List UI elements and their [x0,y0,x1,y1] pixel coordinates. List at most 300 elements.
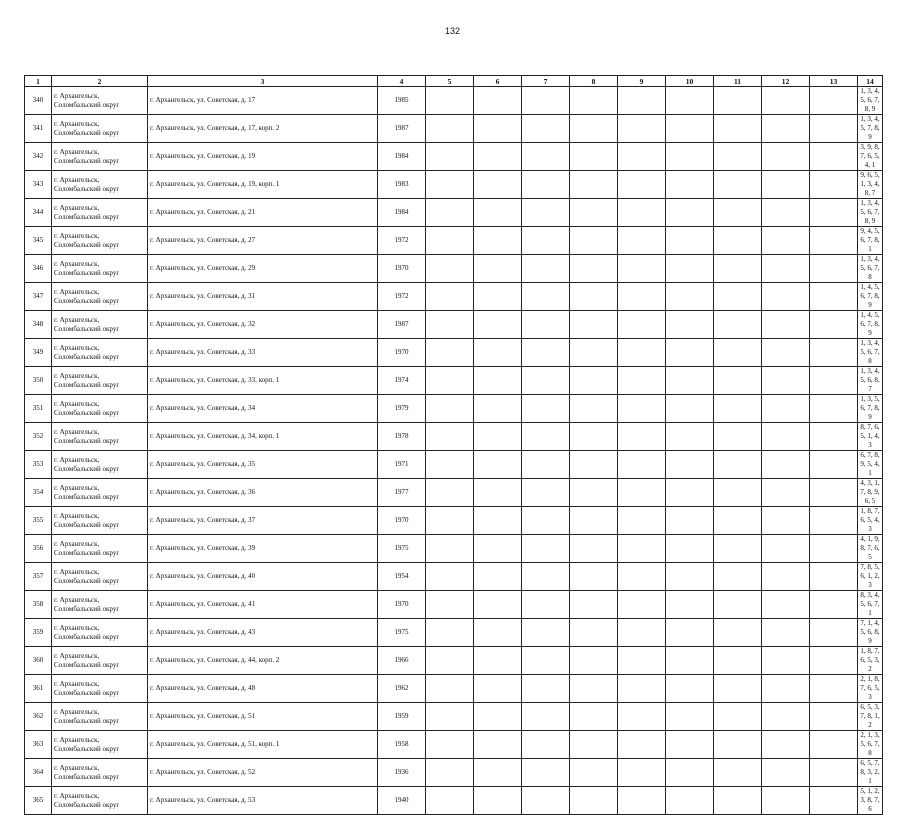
year-cell: 1977 [378,479,426,507]
empty-cell-col-11 [714,87,762,115]
address-cell: г. Архангельск, ул. Советская, д. 27 [148,227,378,255]
empty-cell-col-7 [522,87,570,115]
empty-cell-col-11 [714,451,762,479]
empty-cell-col-6 [474,115,522,143]
locality-district: Соломбальский округ [54,492,120,501]
table-row [25,395,883,423]
empty-cell-col-8 [570,283,618,311]
empty-cell-col-11 [714,395,762,423]
address-cell: г. Архангельск, ул. Советская, д. 17 [148,87,378,115]
year-cell: 1985 [378,87,426,115]
empty-cell-col-5 [426,591,474,619]
locality-city: г. Архангельск, [54,203,100,212]
empty-cell-col-8 [570,675,618,703]
empty-cell-col-12 [762,591,810,619]
locality-cell [52,311,148,339]
empty-cell-col-8 [570,143,618,171]
locality-cell [52,731,148,759]
empty-cell-col-8 [570,395,618,423]
codes-cell: 1, 3, 4, 5, 6, 7, 8 [858,255,883,283]
empty-cell-col-11 [714,647,762,675]
row-number-cell: 345 [25,227,52,255]
address-cell: г. Архангельск, ул. Советская, д. 40 [148,563,378,591]
empty-cell-col-8 [570,199,618,227]
empty-cell-col-12 [762,283,810,311]
empty-cell-col-5 [426,479,474,507]
row-number-cell: 353 [25,451,52,479]
column-header-12: 12 [762,76,810,87]
row-number-cell: 356 [25,535,52,563]
empty-cell-col-13 [810,115,858,143]
address-cell: г. Архангельск, ул. Советская, д. 33 [148,339,378,367]
locality-district: Соломбальский округ [54,324,120,333]
row-number-cell: 348 [25,311,52,339]
empty-cell-col-11 [714,171,762,199]
locality-city: г. Архангельск, [54,651,100,660]
codes-cell: 1, 8, 7, 6, 5, 4, 3 [858,507,883,535]
locality-city: г. Архангельск, [54,511,100,520]
column-header-6: 6 [474,76,522,87]
empty-cell-col-13 [810,647,858,675]
empty-cell-col-12 [762,339,810,367]
row-number-cell: 341 [25,115,52,143]
table-row [25,535,883,563]
empty-cell-col-7 [522,227,570,255]
locality-cell [52,283,148,311]
empty-cell-col-12 [762,451,810,479]
empty-cell-col-12 [762,255,810,283]
empty-cell-col-6 [474,199,522,227]
empty-cell-col-8 [570,479,618,507]
table-row [25,591,883,619]
year-cell: 1975 [378,535,426,563]
address-cell: г. Архангельск, ул. Советская, д. 36 [148,479,378,507]
empty-cell-col-12 [762,171,810,199]
empty-cell-col-9 [618,255,666,283]
empty-cell-col-9 [618,535,666,563]
empty-cell-col-8 [570,171,618,199]
empty-cell-col-10 [666,227,714,255]
address-cell: г. Архангельск, ул. Советская, д. 51 [148,703,378,731]
empty-cell-col-10 [666,507,714,535]
year-cell: 1970 [378,339,426,367]
empty-cell-col-6 [474,227,522,255]
address-cell: г. Архангельск, ул. Советская, д. 51, корп. 1 [148,731,378,759]
empty-cell-col-9 [618,451,666,479]
row-number-cell: 349 [25,339,52,367]
empty-cell-col-11 [714,535,762,563]
codes-cell: 4, 3, 1, 7, 8, 9, 6, 5 [858,479,883,507]
empty-cell-col-12 [762,759,810,787]
table-row [25,731,883,759]
address-cell: г. Архангельск, ул. Советская, д. 34, корп. 1 [148,423,378,451]
empty-cell-col-9 [618,591,666,619]
locality-cell [52,395,148,423]
year-cell: 1979 [378,395,426,423]
empty-cell-col-12 [762,199,810,227]
codes-cell: 2, 1, 8, 7, 6, 5, 3 [858,675,883,703]
empty-cell-col-7 [522,591,570,619]
year-cell: 1970 [378,255,426,283]
empty-cell-col-13 [810,395,858,423]
address-cell: г. Архангельск, ул. Советская, д. 52 [148,759,378,787]
column-header-3: 3 [148,76,378,87]
empty-cell-col-8 [570,367,618,395]
empty-cell-col-5 [426,535,474,563]
codes-cell: 1, 3, 5, 6, 7, 8, 9 [858,395,883,423]
empty-cell-col-11 [714,787,762,815]
year-cell: 1975 [378,619,426,647]
address-cell: г. Архангельск, ул. Советская, д. 43 [148,619,378,647]
empty-cell-col-7 [522,339,570,367]
empty-cell-col-5 [426,619,474,647]
row-number-cell: 361 [25,675,52,703]
empty-cell-col-11 [714,563,762,591]
row-number-cell: 342 [25,143,52,171]
empty-cell-col-5 [426,647,474,675]
locality-city: г. Архангельск, [54,623,100,632]
empty-cell-col-9 [618,619,666,647]
locality-cell [52,451,148,479]
codes-cell: 1, 3, 4, 5, 6, 7, 8, 9 [858,199,883,227]
empty-cell-col-13 [810,507,858,535]
empty-cell-col-5 [426,731,474,759]
row-number-cell: 360 [25,647,52,675]
empty-cell-col-9 [618,87,666,115]
empty-cell-col-13 [810,423,858,451]
empty-cell-col-12 [762,535,810,563]
locality-city: г. Архангельск, [54,595,100,604]
address-cell: г. Архангельск, ул. Советская, д. 19, корп. 1 [148,171,378,199]
empty-cell-col-12 [762,479,810,507]
empty-cell-col-9 [618,395,666,423]
empty-cell-col-5 [426,423,474,451]
locality-district: Соломбальский округ [54,632,120,641]
locality-cell [52,227,148,255]
locality-city: г. Архангельск, [54,259,100,268]
empty-cell-col-5 [426,395,474,423]
empty-cell-col-5 [426,143,474,171]
address-cell: г. Архангельск, ул. Советская, д. 19 [148,143,378,171]
empty-cell-col-9 [618,283,666,311]
empty-cell-col-13 [810,367,858,395]
locality-district: Соломбальский округ [54,212,120,221]
empty-cell-col-7 [522,367,570,395]
empty-cell-col-13 [810,675,858,703]
table-row [25,759,883,787]
empty-cell-col-8 [570,311,618,339]
row-number-cell: 365 [25,787,52,815]
empty-cell-col-11 [714,619,762,647]
empty-cell-col-6 [474,507,522,535]
empty-cell-col-11 [714,423,762,451]
locality-cell [52,591,148,619]
empty-cell-col-6 [474,87,522,115]
empty-cell-col-6 [474,395,522,423]
column-header-2: 2 [52,76,148,87]
column-header-11: 11 [714,76,762,87]
codes-cell: 7, 8, 5, 6, 1, 2, 3 [858,563,883,591]
empty-cell-col-9 [618,423,666,451]
locality-city: г. Архангельск, [54,427,100,436]
locality-cell [52,255,148,283]
empty-cell-col-6 [474,255,522,283]
row-number-cell: 363 [25,731,52,759]
locality-city: г. Архангельск, [54,315,100,324]
year-cell: 1966 [378,647,426,675]
locality-cell [52,535,148,563]
empty-cell-col-10 [666,759,714,787]
empty-cell-col-11 [714,143,762,171]
empty-cell-col-11 [714,759,762,787]
locality-district: Соломбальский округ [54,772,120,781]
empty-cell-col-6 [474,703,522,731]
empty-cell-col-13 [810,311,858,339]
empty-cell-col-10 [666,563,714,591]
codes-cell: 2, 1, 3, 5, 6, 7, 8 [858,731,883,759]
empty-cell-col-8 [570,563,618,591]
empty-cell-col-6 [474,367,522,395]
year-cell: 1984 [378,143,426,171]
locality-district: Соломбальский округ [54,268,120,277]
locality-district: Соломбальский округ [54,352,120,361]
year-cell: 1936 [378,759,426,787]
address-cell: г. Архангельск, ул. Советская, д. 17, корп. 2 [148,115,378,143]
empty-cell-col-10 [666,647,714,675]
column-header-1: 1 [25,76,52,87]
year-cell: 1971 [378,451,426,479]
address-cell: г. Архангельск, ул. Советская, д. 34 [148,395,378,423]
empty-cell-col-6 [474,171,522,199]
empty-cell-col-6 [474,479,522,507]
empty-cell-col-11 [714,283,762,311]
table-row [25,423,883,451]
empty-cell-col-9 [618,731,666,759]
empty-cell-col-12 [762,619,810,647]
empty-cell-col-6 [474,339,522,367]
empty-cell-col-9 [618,115,666,143]
address-cell: г. Архангельск, ул. Советская, д. 41 [148,591,378,619]
locality-cell [52,759,148,787]
locality-district: Соломбальский округ [54,408,120,417]
column-header-13: 13 [810,76,858,87]
empty-cell-col-10 [666,619,714,647]
codes-cell: 9, 6, 5, 1, 3, 4, 8, 7 [858,171,883,199]
empty-cell-col-9 [618,143,666,171]
empty-cell-col-12 [762,115,810,143]
empty-cell-col-8 [570,423,618,451]
row-number-cell: 351 [25,395,52,423]
empty-cell-col-6 [474,283,522,311]
empty-cell-col-11 [714,591,762,619]
year-cell: 1972 [378,283,426,311]
empty-cell-col-12 [762,703,810,731]
empty-cell-col-9 [618,479,666,507]
codes-cell: 8, 7, 6, 5, 1, 4, 3 [858,423,883,451]
locality-district: Соломбальский округ [54,548,120,557]
empty-cell-col-13 [810,451,858,479]
empty-cell-col-6 [474,759,522,787]
empty-cell-col-7 [522,731,570,759]
locality-cell [52,199,148,227]
row-number-cell: 358 [25,591,52,619]
empty-cell-col-12 [762,647,810,675]
row-number-cell: 346 [25,255,52,283]
empty-cell-col-13 [810,591,858,619]
address-cell: г. Архангельск, ул. Советская, д. 44, корп. 2 [148,647,378,675]
empty-cell-col-10 [666,703,714,731]
empty-cell-col-6 [474,311,522,339]
year-cell: 1940 [378,787,426,815]
page-number: 132 [444,26,461,36]
address-cell: г. Архангельск, ул. Советская, д. 32 [148,311,378,339]
empty-cell-col-10 [666,115,714,143]
year-cell: 1958 [378,731,426,759]
table-row [25,479,883,507]
address-cell: г. Архангельск, ул. Советская, д. 37 [148,507,378,535]
empty-cell-col-10 [666,171,714,199]
locality-city: г. Архангельск, [54,147,100,156]
empty-cell-col-7 [522,171,570,199]
table-row [25,619,883,647]
locality-city: г. Архангельск, [54,791,100,800]
empty-cell-col-7 [522,199,570,227]
locality-city: г. Архангельск, [54,231,100,240]
codes-cell: 4, 1, 9, 8, 7, 6, 5 [858,535,883,563]
empty-cell-col-8 [570,759,618,787]
locality-cell [52,647,148,675]
codes-cell: 6, 5, 3, 7, 8, 1, 2 [858,703,883,731]
column-header-9: 9 [618,76,666,87]
locality-district: Соломбальский округ [54,660,120,669]
empty-cell-col-6 [474,787,522,815]
empty-cell-col-5 [426,311,474,339]
codes-cell: 1, 4, 5, 6, 7, 8, 9 [858,283,883,311]
empty-cell-col-7 [522,115,570,143]
empty-cell-col-7 [522,787,570,815]
row-number-cell: 357 [25,563,52,591]
locality-city: г. Архангельск, [54,567,100,576]
empty-cell-col-10 [666,535,714,563]
row-number-cell: 354 [25,479,52,507]
empty-cell-col-13 [810,339,858,367]
empty-cell-col-12 [762,731,810,759]
empty-cell-col-13 [810,535,858,563]
locality-district: Соломбальский округ [54,100,120,109]
empty-cell-col-8 [570,619,618,647]
empty-cell-col-12 [762,563,810,591]
locality-cell [52,87,148,115]
column-header-5: 5 [426,76,474,87]
empty-cell-col-9 [618,171,666,199]
empty-cell-col-7 [522,675,570,703]
locality-cell [52,339,148,367]
empty-cell-col-12 [762,143,810,171]
empty-cell-col-7 [522,423,570,451]
empty-cell-col-5 [426,199,474,227]
codes-cell: 1, 3, 4, 5, 6, 7, 8 [858,339,883,367]
year-cell: 1978 [378,423,426,451]
table-row [25,227,883,255]
table-row [25,255,883,283]
empty-cell-col-8 [570,787,618,815]
empty-cell-col-7 [522,255,570,283]
row-number-cell: 355 [25,507,52,535]
year-cell: 1984 [378,199,426,227]
empty-cell-col-10 [666,283,714,311]
locality-city: г. Архангельск, [54,679,100,688]
empty-cell-col-9 [618,199,666,227]
empty-cell-col-7 [522,451,570,479]
empty-cell-col-5 [426,451,474,479]
table-row [25,703,883,731]
address-cell: г. Архангельск, ул. Советская, д. 39 [148,535,378,563]
year-cell: 1974 [378,367,426,395]
empty-cell-col-7 [522,311,570,339]
empty-cell-col-13 [810,227,858,255]
locality-city: г. Архангельск, [54,763,100,772]
locality-city: г. Архангельск, [54,119,100,128]
empty-cell-col-6 [474,647,522,675]
locality-district: Соломбальский округ [54,128,120,137]
locality-district: Соломбальский округ [54,688,120,697]
table-row [25,451,883,479]
locality-cell [52,619,148,647]
column-header-7: 7 [522,76,570,87]
empty-cell-col-9 [618,675,666,703]
empty-cell-col-12 [762,395,810,423]
empty-cell-col-11 [714,115,762,143]
codes-cell: 3, 9, 8, 7, 6, 5, 4, 1 [858,143,883,171]
column-header-4: 4 [378,76,426,87]
empty-cell-col-11 [714,227,762,255]
empty-cell-col-6 [474,563,522,591]
empty-cell-col-8 [570,703,618,731]
year-cell: 1987 [378,311,426,339]
empty-cell-col-13 [810,563,858,591]
locality-city: г. Архангельск, [54,483,100,492]
empty-cell-col-10 [666,479,714,507]
locality-cell [52,787,148,815]
locality-district: Соломбальский округ [54,184,120,193]
codes-cell: 1, 3, 4, 5, 7, 8, 9 [858,115,883,143]
locality-city: г. Архангельск, [54,539,100,548]
empty-cell-col-10 [666,591,714,619]
table-row [25,647,883,675]
empty-cell-col-10 [666,787,714,815]
empty-cell-col-5 [426,171,474,199]
address-cell: г. Архангельск, ул. Советская, д. 48 [148,675,378,703]
empty-cell-col-11 [714,507,762,535]
empty-cell-col-9 [618,563,666,591]
table-row [25,115,883,143]
table-row [25,87,883,115]
empty-cell-col-5 [426,759,474,787]
locality-cell [52,563,148,591]
table-row [25,199,883,227]
empty-cell-col-11 [714,199,762,227]
empty-cell-col-12 [762,367,810,395]
codes-cell: 1, 3, 4, 5, 6, 8, 7 [858,367,883,395]
locality-district: Соломбальский округ [54,716,120,725]
empty-cell-col-5 [426,115,474,143]
year-cell: 1983 [378,171,426,199]
locality-district: Соломбальский округ [54,520,120,529]
empty-cell-col-11 [714,255,762,283]
codes-cell: 6, 5, 7, 8, 3, 2, 1 [858,759,883,787]
codes-cell: 8, 3, 4, 5, 6, 7, 1 [858,591,883,619]
empty-cell-col-10 [666,675,714,703]
